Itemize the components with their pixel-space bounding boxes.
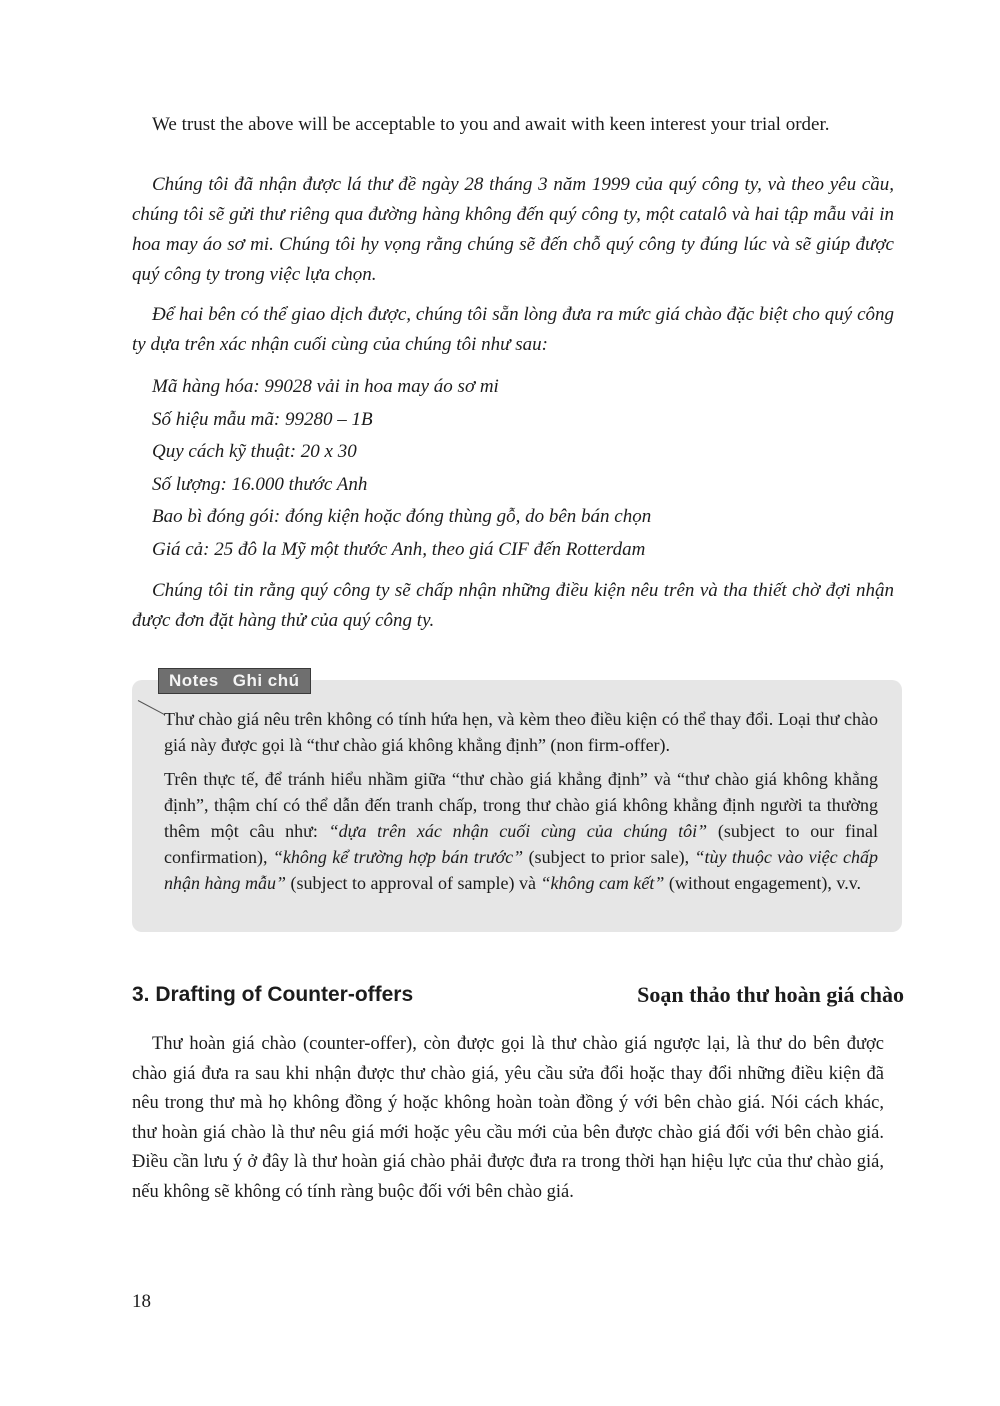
notes-label-en: Notes [169, 671, 219, 690]
offer-item-price: Giá cả: 25 đô la Mỹ một thước Anh, theo giá CIF đến Rotterdam [152, 538, 646, 560]
notes-text: (subject to prior sale), [523, 847, 695, 867]
vietnamese-paragraph-1: Chúng tôi đã nhận được lá thư đề ngày 28 tháng 3 năm 1999 của quý công ty, và theo yêu cầu, chúng tôi sẽ gửi thư riêng qua đường hàng không đến quý công ty, một catalô và hai tập mẫu vải in hoa may áo sơ mi. Chúng tôi hy vọng rằng chúng sẽ đến chỗ quý công ty đúng lúc và sẽ giúp được quý công ty trong việc lựa chọn. [132, 174, 894, 285]
offer-item-specification: Quy cách kỹ thuật: 20 x 30 [152, 441, 357, 462]
offer-items-list [152, 371, 892, 566]
notes-label [158, 668, 311, 694]
notes-phrase-without-engagement: “không cam kết” [540, 873, 665, 893]
notes-paragraph-2 [164, 766, 878, 896]
english-closing-paragraph: We trust the above will be acceptable to you and await with keen interest your trial order. [152, 114, 830, 135]
offer-item-quantity: Số lượng: 16.000 thước Anh [152, 473, 368, 495]
vietnamese-closing-paragraph: Chúng tôi tin rằng quý công ty sẽ chấp nhận những điều kiện nêu trên và tha thiết chờ đợi nhận được đơn đặt hàng thử của quý công ty. [132, 580, 894, 631]
offer-item-packing: Bao bì đóng gói: đóng kiện hoặc đóng thùng gỗ, do bên bán chọn [152, 506, 652, 527]
notes-phrase-approval-of-sample: “tùy thuộc vào việc chấp nhận hàng mẫu” [164, 847, 878, 893]
notes-text: (without engagement), v.v. [664, 873, 862, 893]
notes-phrase-final-confirmation: “dựa trên xác nhận cuối cùng của chúng tôi” [328, 821, 708, 841]
notes-paragraph-1: Thư chào giá nêu trên không có tính hứa hẹn, và kèm theo điều kiện có thể thay đổi. Loại thư chào giá này được gọi là “thư chào giá không khẳng định” (non firm-offer). [164, 709, 878, 755]
section-paragraph: Thư hoàn giá chào (counter-offer), còn được gọi là thư chào giá ngược lại, là thư do bên được chào giá đưa ra sau khi nhận được thư chào giá, yêu cầu sửa đổi hoặc thay đổi những điều kiện đã nêu trong thư mà họ không đồng ý hoặc không hoàn toàn đồng ý với bên chào giá. Nói cách khác, thư hoàn giá chào là thư nêu giá mới hoặc yêu cầu mới của bên được chào giá đối với bên chào giá. Điều cần lưu ý ở đây là thư hoàn giá chào phải được đưa ra trong thời hạn hiệu lực của thư chào giá, nếu không sẽ không có tính ràng buộc đối với bên chào giá. [132, 1034, 884, 1202]
notes-text: (subject to our final confirmation), [164, 821, 878, 867]
section-title-en: 3. Drafting of Counter-offers [132, 983, 414, 1006]
notes-phrase-prior-sale: “không kể trường hợp bán trước” [272, 847, 524, 867]
notes-text: Trên thực tế, để tránh hiểu nhầm giữa “thư chào giá khẳng định” và “thư chào giá không khẳng định”, thậm chí có thể dẫn đến tranh chấp, trong thư chào giá không khẳng định người ta thường thêm một câu như: [164, 769, 878, 841]
notes-text: (subject to approval of sample) và [286, 873, 541, 893]
page-number: 18 [132, 1291, 151, 1312]
offer-item-model-number: Số hiệu mẫu mã: 99280 – 1B [152, 408, 373, 430]
vietnamese-paragraph-2: Để hai bên có thể giao dịch được, chúng tôi sẵn lòng đưa ra mức giá chào đặc biệt cho quý công ty dựa trên xác nhận cuối cùng của chúng tôi như sau: [132, 304, 894, 355]
offer-item-commodity: Mã hàng hóa: 99028 vải in hoa may áo sơ mi [152, 376, 499, 397]
notes-label-vn: Ghi chú [232, 671, 300, 690]
section-title-vn: Soạn thảo thư hoàn giá chào [637, 982, 904, 1007]
